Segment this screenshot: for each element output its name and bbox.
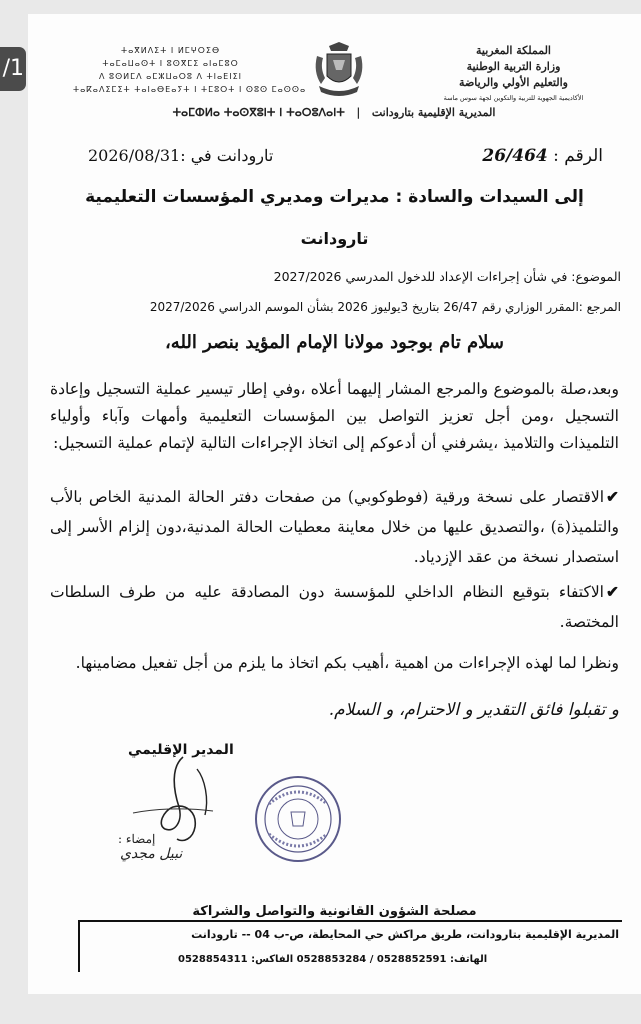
directorate-line: ⵜⴰⵎⵀⵍⴰ ⵜⴰⵙⴳⵓⵏⵜ ⵏ ⵜⴰⵔⵓⴷⴰⵏⵜ | المديرية الإقليمية بتارودانت <box>172 106 496 119</box>
signature-label: إمضاء : <box>118 832 156 846</box>
list-item <box>50 577 619 637</box>
header-tifinagh-block <box>73 44 307 96</box>
header-tifinagh-line: ⵜⴰⴳⵍⴷⵉⵜ ⵏ ⵍⵎⵖⵔⵉⴱ <box>120 46 221 55</box>
list-item <box>50 482 619 572</box>
list-item-text: الاكتفاء بتوقيع النظام الداخلي للمؤسسة دون المصادقة عليه من طرف السلطات المختصة. <box>50 583 619 631</box>
recipients-city: تارودانت <box>300 229 369 248</box>
header-academy: الأكاديمية الجهوية للتربية والتكوين لجهة سوس ماسة <box>443 94 584 102</box>
letter-date: تارودانت في :2026/08/31 <box>88 146 274 165</box>
header-ministry: وزارة التربية الوطنية <box>466 60 561 73</box>
header-tifinagh-line: ⵜⴰⵎⴰⵡⴰⵙⵜ ⵏ ⵓⵙⴳⵎⵉ ⴰⵏⴰⵎⵓⵔ <box>102 59 239 68</box>
recipients: إلى السيدات والسادة : مديرات ومديري المؤسسات التعليمية <box>85 187 584 207</box>
footer-address: المديرية الإقليمية بتارودانت، طريق مراكش حي المحايطة، ص-ب 04 -- تارودانت <box>191 928 619 941</box>
coat-of-arms-icon <box>311 42 367 100</box>
subject-line: الموضوع: في شأن إجراءات الإعداد للدخول المدرسي 2027/2026 <box>273 269 621 284</box>
page-number-badge: /1 <box>0 47 26 91</box>
signature-name: نبيل مجدي <box>120 846 183 862</box>
body-paragraph: وبعد،صلة بالموضوع والمرجع المشار إليهما أعلاه ،وفي إطار تيسير عملية التسجيل وإعادة التسجيل ،ومن أجل تعزيز التواصل بين المؤسسات التعليمية وأمهات وآباء وأولياء التلميذات والتلاميذ ،يشرفني أن أدعوكم إلى اتخاذ الإجراءات التالية لإتمام عملية التسجيل: <box>50 380 619 452</box>
directorate-tifinagh: ⵜⴰⵎⵀⵍⴰ ⵜⴰⵙⴳⵓⵏⵜ ⵏ ⵜⴰⵔⵓⴷⴰⵏⵜ <box>172 106 345 119</box>
footer-service: مصلحة الشؤون القانونية والتواصل والشراكة <box>192 904 477 919</box>
reference-line: المرجع :المقرر الوزاري رقم 26/47 بتاريخ 3يوليوز 2026 بشأن الموسم الدراسي 2027/2026 <box>149 300 621 314</box>
header-kingdom: المملكة المغربية <box>476 44 551 57</box>
header-tifinagh-line: ⵜⴰⴽⴰⴷⵉⵎⵉⵜ ⵜⴰⵏⴰⴱⴹⴰⵢⵜ ⵏ ⵜⵎⵓⵔⵜ ⵏ ⵙⵓⵙ ⵎⴰⵙⵙⴰ <box>73 85 307 94</box>
directorate-arabic: المديرية الإقليمية بتارودانت <box>371 106 496 119</box>
ref-value: 26/464 <box>482 146 548 166</box>
official-stamp-icon <box>253 774 343 864</box>
closing-salutation: و تقبلوا فائق التقدير و الاحترام، و السلام. <box>328 700 619 720</box>
header-ministry-2: والتعليم الأولي والرياضة <box>459 76 568 89</box>
closing-paragraph: ونظرا لما لهذه الإجراءات من اهمية ،أهيب بكم اتخاذ ما يلزم من أجل تفعيل مضامينها. <box>75 654 619 672</box>
check-icon: ✔ <box>606 582 619 601</box>
header-tifinagh-line: ⴷ ⵓⵙⵍⵎⴷ ⴰⵎⵣⵡⴰⵔⵓ ⴷ ⵜⵏⴰⴹⵏⵉⵏ <box>99 72 242 81</box>
ref-label: الرقم : <box>553 146 603 166</box>
reference-number <box>482 146 603 166</box>
list-item-text: الاقتصار على نسخة ورقية (فوطوكوبي) من صفحات دفتر الحالة المدنية الخاص بالأب والتلميذ(ة) ،والتصديق عليها من خلال معاينة معطيات الحالة المدنية،دون إلزام الأسر إلى استصدار نسخة من عقد الإزدياد. <box>50 488 619 566</box>
header-arabic-block <box>416 44 611 102</box>
footer-phones: الهاتف: 0528852591 / 0528853284 الفاكس: 0528854311 <box>178 954 488 965</box>
signer-title: المدير الإقليمي <box>128 742 234 758</box>
check-icon: ✔ <box>606 487 619 506</box>
letter-page <box>28 14 641 994</box>
greeting: سلام تام بوجود مولانا الإمام المؤيد بنصر الله، <box>165 332 504 353</box>
